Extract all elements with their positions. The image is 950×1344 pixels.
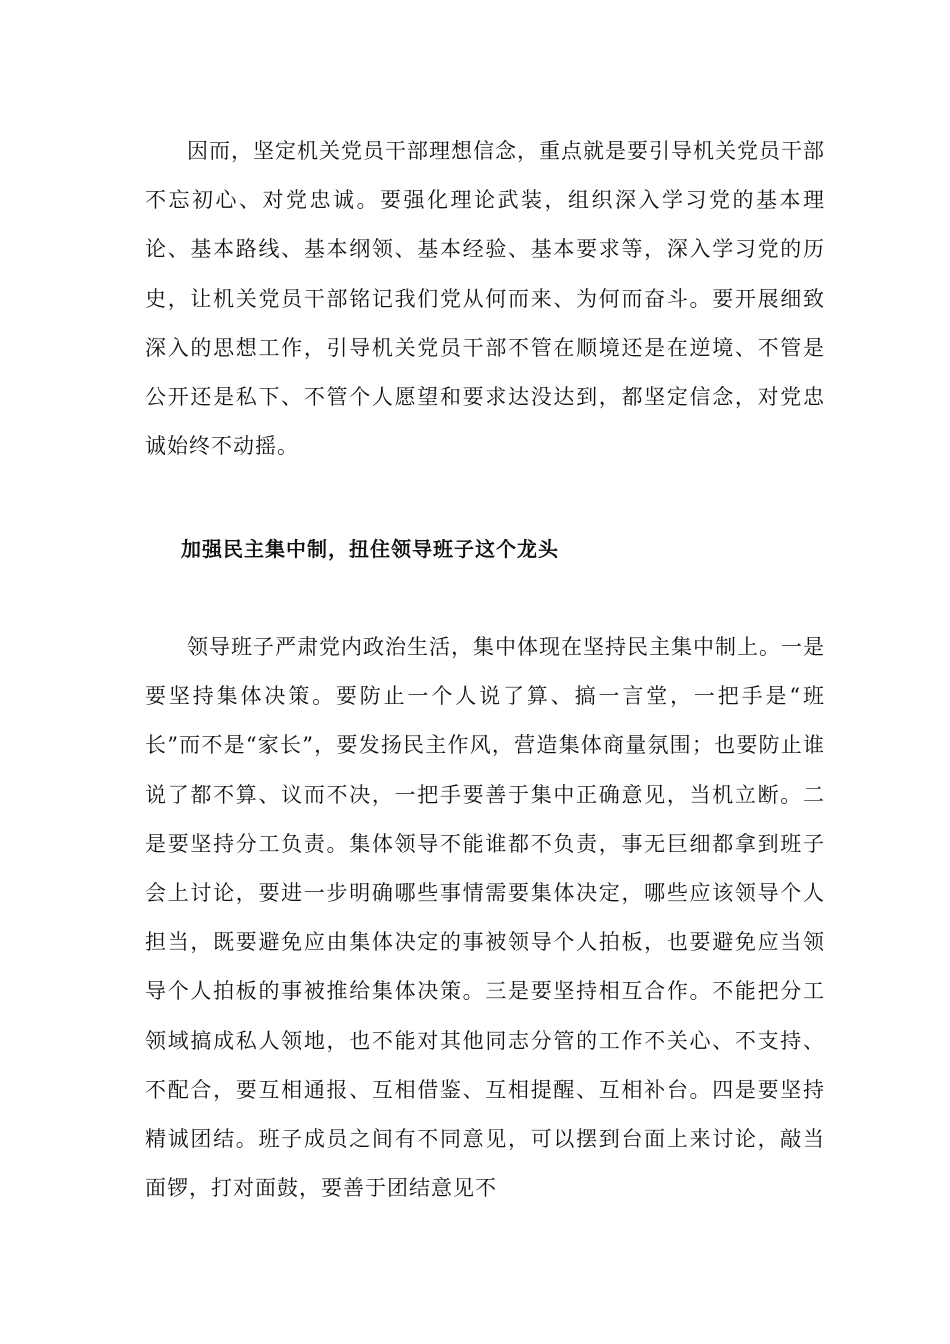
section-heading: 加强民主集中制，扭住领导班子这个龙头 (181, 537, 559, 561)
body-paragraph-1: 因而，坚定机关党员干部理想信念，重点就是要引导机关党员干部不忘初心、对党忠诚。要强化理论武装，组织深入学习党的基本理论、基本路线、基本纲领、基本经验、基本要求等，深入学习党的历史，让机关党员干部铭记我们党从何而来、为何而奋斗。要开展细致深入的思想工作，引导机关党员干部不管在顺境还是在逆境、不管是公开还是私下、不管个人愿望和要求达没达到，都坚定信念，对党忠诚始终不动摇。 (145, 139, 825, 459)
body-paragraph-2: 领导班子严肃党内政治生活，集中体现在坚持民主集中制上。一是要坚持集体决策。要防止一个人说了算、搞一言堂，一把手是“班长”而不是“家长”，要发扬民主作风，营造集体商量氛围；也要防止谁说了都不算、议而不决，一把手要善于集中正确意见，当机立断。二是要坚持分工负责。集体领导不能谁都不负责，事无巨细都拿到班子会上讨论，要进一步明确哪些事情需要集体决定，哪些应该领导个人担当，既要避免应由集体决定的事被领导个人拍板，也要避免应当领导个人拍板的事被推给集体决策。三是要坚持相互合作。不能把分工领域搞成私人领地，也不能对其他同志分管的工作不关心、不支持、不配合，要互相通报、互相借鉴、互相提醒、互相补台。四是要坚持精诚团结。班子成员之间有不同意见，可以摆到台面上来讨论，敲当面锣，打对面鼓，要善于团结意见不 (145, 635, 825, 1201)
